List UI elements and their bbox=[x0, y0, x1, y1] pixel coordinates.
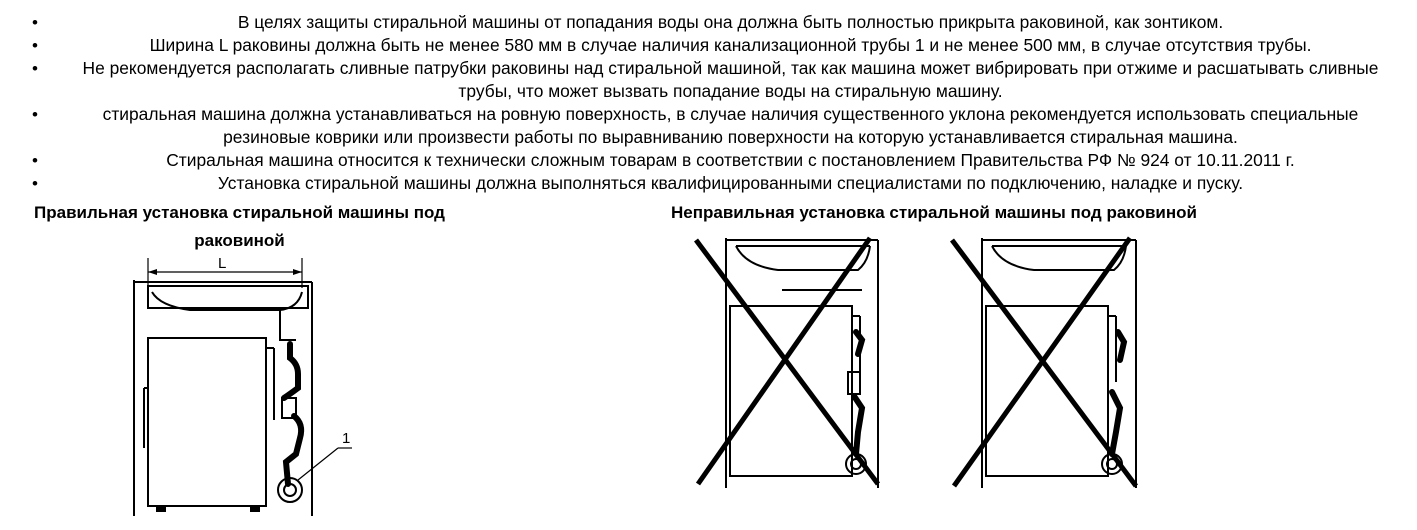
bullet-text: Не рекомендуется располагать сливные патрубки раковины над стиральной машиной, так как машина может вибрировать при отжиме и расшатывать сливные трубы, что может вызвать попадание воды на стиральную машину. bbox=[82, 58, 1379, 101]
pipe-label-1: 1 bbox=[342, 430, 351, 447]
bullet-dot: • bbox=[32, 13, 38, 32]
bullet-dot: • bbox=[32, 59, 38, 78]
bullet-text: Стиральная машина относится к технически сложным товарам в соответствии с постановлением Правительства РФ № 924 от 10.11.2011 г. bbox=[166, 150, 1295, 170]
dimension-line-l bbox=[148, 255, 302, 288]
heading-correct-installation: Правильная установка стиральной машины под раковиной bbox=[34, 203, 445, 250]
dimension-label-l: L bbox=[218, 255, 227, 272]
bullet-item bbox=[0, 149, 1417, 172]
bullet-text: стиральная машина должна устанавливаться на ровную поверхность, в случае наличия существенного уклона рекомендуется использовать специальные резиновые коврики или произвести работы по выравниванию поверхности на которую устанавливается стиральная машина. bbox=[102, 104, 1359, 147]
heading-incorrect-installation: Неправильная установка стиральной машины под раковиной bbox=[671, 203, 1197, 222]
bullet-item bbox=[0, 57, 1417, 103]
bullet-dot: • bbox=[32, 105, 38, 124]
correct-installation-diagram bbox=[130, 248, 370, 518]
bullet-list bbox=[0, 11, 1417, 195]
bullet-dot: • bbox=[32, 151, 38, 170]
bullet-dot: • bbox=[32, 36, 38, 55]
incorrect-installation-diagram-b bbox=[946, 232, 1156, 492]
bullet-text: Установка стиральной машины должна выполняться квалифицированными специалистами по подключению, наладке и пуску. bbox=[217, 173, 1244, 193]
incorrect-installation-diagram-a bbox=[690, 232, 890, 492]
bullet-item bbox=[0, 103, 1417, 149]
drain-hose bbox=[284, 344, 298, 398]
bullet-item bbox=[0, 11, 1417, 34]
bullet-dot: • bbox=[32, 174, 38, 193]
bullet-text: В целях защиты стиральной машины от попадания воды она должна быть полностью прикрыта раковиной, как зонтиком. bbox=[237, 12, 1224, 32]
washing-machine bbox=[144, 338, 274, 512]
bullet-item bbox=[0, 172, 1417, 195]
bullet-item bbox=[0, 34, 1417, 57]
bullet-text: Ширина L раковины должна быть не менее 580 мм в случае наличия канализационной трубы 1 и не менее 500 мм, в случае отсутствия трубы. bbox=[149, 35, 1312, 55]
